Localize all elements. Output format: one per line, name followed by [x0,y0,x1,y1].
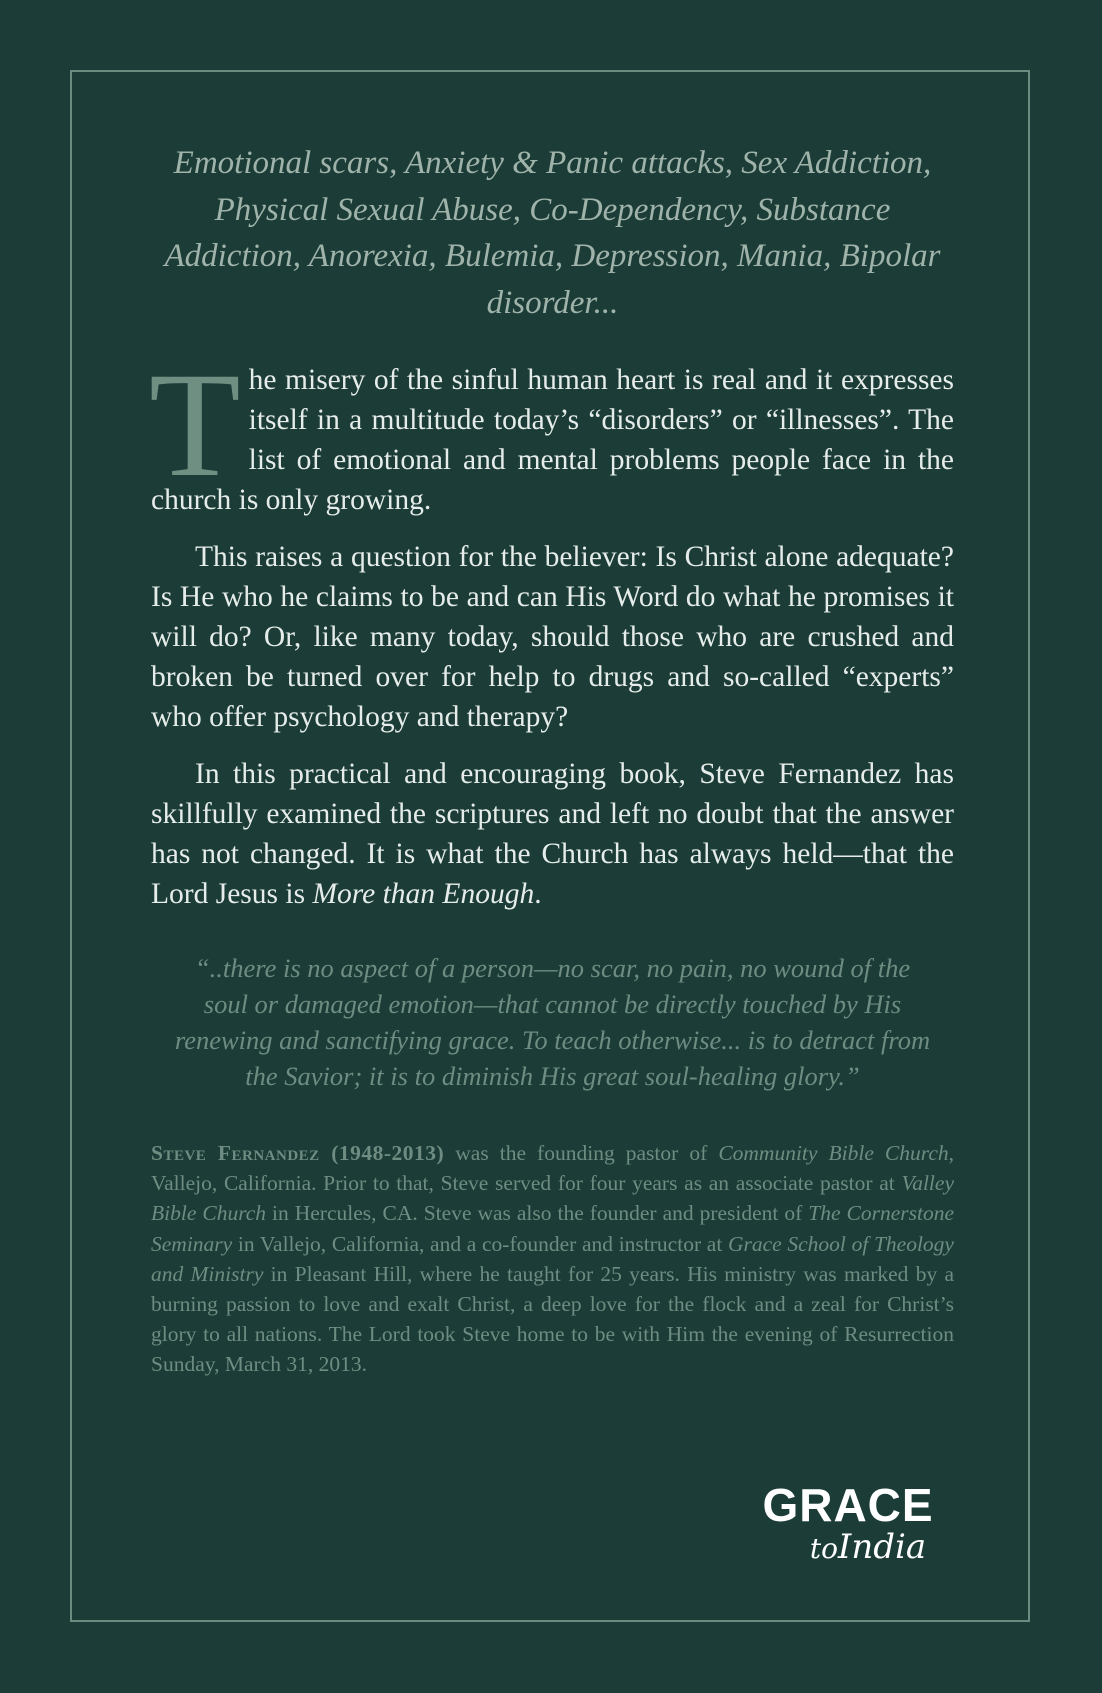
bio-text-1: was the founding pastor of [444,1141,719,1165]
paragraph-1 [149,342,954,520]
author-name: Steve Fernandez (1948-2013) [151,1141,445,1165]
back-cover-content [151,140,954,1380]
bio-school: Grace School of Theology and Ministry [151,1231,954,1286]
publisher-logo [748,1479,948,1572]
paragraph-3 [151,754,954,914]
drop-cap: T [149,342,241,508]
paragraph-3-text: In this practical and encouraging book, Steve Fernandez has skillfully examined the scriptures and left no doubt that the answer has not changed. It is what the Church has always held—that the Lord Jesus is [151,758,954,910]
pull-quote: “..there is no aspect of a person—no scar, no pain, no wound of the soul or damaged emotion—that cannot be directly touched by His renewing and sanctifying grace. To teach otherwise... is to detract from the Savior; it is to diminish His great soul-healing glory.” [174,953,931,1091]
logo-grace: GRACE [762,1479,934,1531]
paragraph-3-end: . [534,878,542,910]
bio-text-4: in Vallejo, California, and a co-founder and instructor at [232,1231,728,1256]
bio-text-2: , Vallejo, California. Prior to that, Steve served for four years as an associate pastor at [151,1141,954,1196]
author-bio [151,1138,954,1380]
book-title: More than Enough [312,878,535,910]
paragraph-1-text: he misery of the sinful human heart is real and it expresses itself in a multitude today’s “disorders” or “illnesses”. The list of emotional and mental problems people face in the church is only growing. [151,364,954,516]
logo-to: to [809,1532,838,1565]
description [149,342,954,914]
bio-church-1: Community Bible Church [718,1141,949,1165]
bio-text-3: in Hercules, CA. Steve was also the founder and president of [266,1201,809,1226]
bio-text-5: in Pleasant Hill, where he taught for 25 years. His ministry was marked by a burning passion to love and exalt Christ, a deep love for the flock and a zeal for Christ’s glory to all nations. The Lord took Steve home to be with Him the evening of Resurrection Sunday, March 31, 2013. [151,1261,955,1377]
bio-seminary: The Cornerstone Seminary [151,1201,954,1256]
logo-india: India [837,1527,927,1567]
logo-to-india [788,1528,948,1568]
bio-church-2: Valley Bible Church [151,1171,954,1226]
lead-list: Emotional scars, Anxiety & Panic attacks, Sex Addiction, Physical Sexual Abuse, Co-Dependency, Substance Addiction, Anorexia, Bulemia, Depression, Mania, Bipolar disorder... [164,145,941,321]
paragraph-2: This raises a question for the believer: Is Christ alone adequate? Is He who he claims to be and can His Word do what he promises it will do? Or, like many today, should those who are crushed and broken be turned over for help to drugs and so-called “experts” who offer psychology and therapy? [151,541,954,733]
